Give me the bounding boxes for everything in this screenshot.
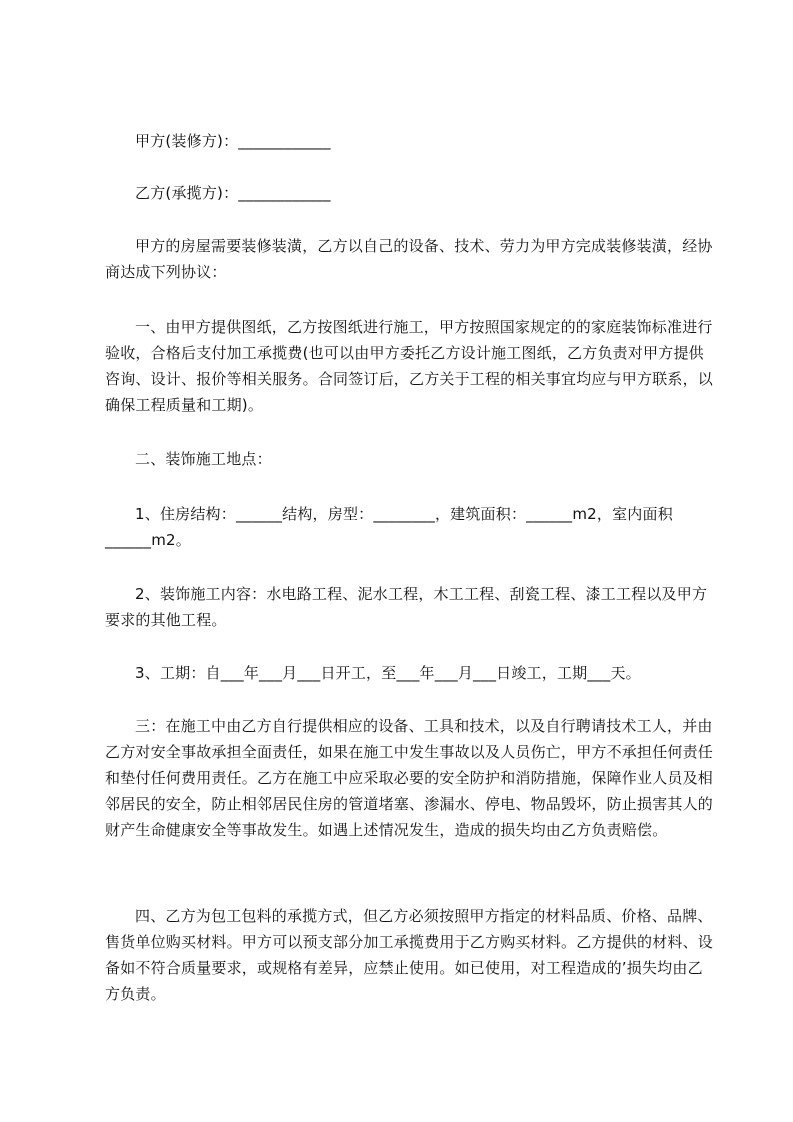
clause-2-item-1: 1、住房结构：______结构，房型：________，建筑面积：______m2，室内面积______m2。 [105,505,673,549]
clause-3-paragraph: 三：在施工中由乙方自行提供相应的设备、工具和技术，以及自行聘请技术工人，并由乙方对安全事故承担全面责任，如果在施工中发生事故以及人员伤亡，甲方不承担任何责任和垫付任何费用责任。乙方在施工中应采取必要的安全防护和消防措施，保障作业人员及相邻居民的安全，防止相邻居民住房的管道堵塞、渗漏水、停电、物品毁坏，防止损害其人的财产生命健康安全等事故发生。如遇上述情况发生，造成的损失均由乙方负责赔偿。 [105,717,714,839]
intro-paragraph: 甲方的房屋需要装修装潢，乙方以自己的设备、技术、劳力为甲方完成装修装潢，经协商达成下列协议： [105,237,713,281]
party-a-line: 甲方(装修方)：____________ [135,132,331,150]
clause-2-item-3: 3、工期：自___年___月___日开工，至___年___月___日竣工，工期___天。 [135,664,641,682]
party-b-line: 乙方(承揽方)：____________ [135,184,331,202]
clause-4-paragraph: 四、乙方为包工包料的承揽方式，但乙方必须按照甲方指定的材料品质、价格、品牌、售货单位购买材料。甲方可以预支部分加工承揽费用于乙方购买材料。乙方提供的材料、设备如不符合质量要求，或规格有差异，应禁止使用。如已使用，对工程造成的’损失均由乙方负责。 [105,907,714,1003]
clause-2-item-2: 2、装饰施工内容：水电路工程、泥水工程，木工工程、刮瓷工程、漆工工程以及甲方要求的其他工程。 [105,585,708,629]
clause-2-title: 二、装饰施工地点： [135,450,272,468]
clause-1-paragraph: 一、由甲方提供图纸，乙方按图纸进行施工，甲方按照国家规定的的家庭装饰标准进行验收，合格后支付加工承揽费(也可以由甲方委托乙方设计施工图纸，乙方负责对甲方提供咨询、设计、报价等相关服务。合同签订后，乙方关于工程的相关事宜均应与甲方联系，以确保工程质量和工期)。 [105,318,714,414]
